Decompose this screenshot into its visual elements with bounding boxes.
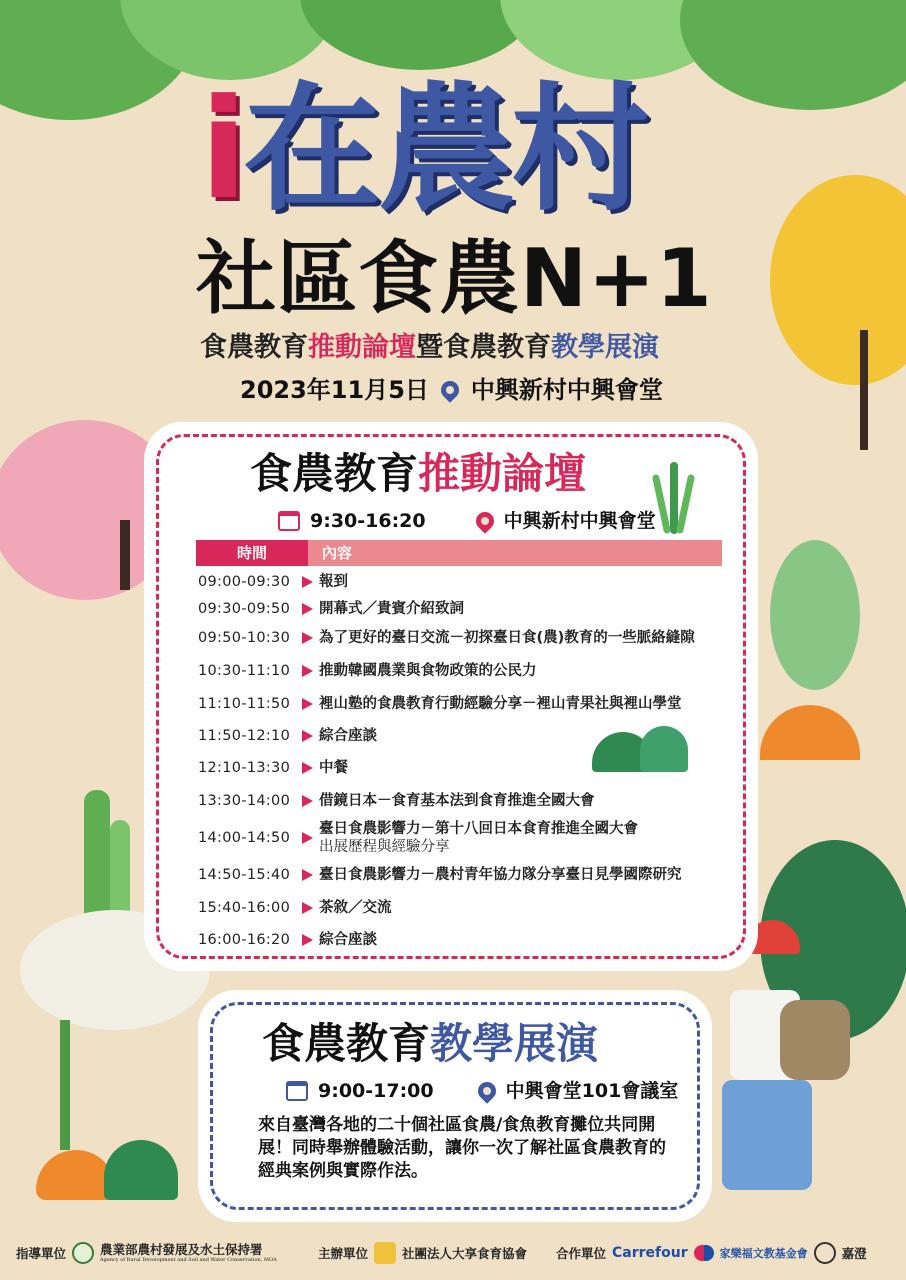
schedule-time: 15:40-16:00 [198,899,291,916]
jiacheng-logo: 嘉澄 [841,1246,867,1261]
schedule-text: 推動韓國農業與食物政策的公民力 [319,662,537,679]
schedule-text: 借鏡日本－食育基本法到食育推進全國大會 [319,793,595,809]
schedule-text: 綜合座談 [319,727,377,744]
schedule-header-content: 內容 [308,540,722,566]
schedule-row [198,859,728,891]
tagline-part2: 暨食農教育 [416,332,551,363]
host-unit [318,1242,527,1264]
schedule-time: 14:00-14:50 [198,830,291,846]
schedule-time: 16:00-16:20 [198,932,291,948]
poster-tagline [200,328,720,368]
title-rest: 在農村 [243,69,646,230]
schedule-time: 11:50-12:10 [198,727,291,744]
bullet-triangle-icon [302,576,313,588]
schedule-time: 09:30-09:50 [198,600,291,617]
bullet-triangle-icon [302,902,313,914]
schedule-row [198,785,728,817]
showcase-title-highlight: 教學展演 [430,1019,599,1068]
event-date: 2023年11月5日 [240,376,429,404]
schedule-time: 10:30-11:10 [198,662,291,679]
schedule-text [319,820,638,856]
calendar-icon [278,511,300,531]
bullet-triangle-icon [302,632,313,644]
bullet-triangle-icon [302,795,313,807]
showcase-description: 來自臺灣各地的二十個社區食農/食魚教育攤位共同開展！同時舉辦體驗活動，讓你一次了解社區食農教育的經典案例與實際作法。 [258,1115,666,1181]
schedule-row [198,595,728,622]
partner-label: 合作單位 [556,1246,607,1261]
schedule-row [198,817,728,859]
location-pin-icon [472,508,497,533]
schedule-row [198,654,728,687]
bullet-triangle-icon [302,698,313,710]
grass-icon [654,462,694,534]
host-org: 社團法人大享食育協會 [402,1246,528,1261]
bullet-triangle-icon [302,869,313,881]
foundation-logo: 家樂福文教基金會 [719,1247,808,1260]
guide-unit [16,1242,277,1264]
showcase-title [262,1016,598,1072]
bush-illustration [592,726,688,772]
forum-title [250,446,586,502]
schedule-time: 13:30-14:00 [198,793,291,809]
showcase-venue: 中興會堂101會議室 [505,1080,679,1102]
poster-subtitle: 社區食農N+1 [196,232,713,325]
schedule-header-time: 時間 [196,540,308,566]
calendar-icon [286,1081,308,1101]
schedule-row [198,891,728,924]
bullet-triangle-icon [302,832,313,844]
schedule-text: 開幕式／貴賓介紹致詞 [319,600,464,617]
schedule-time: 11:10-11:50 [198,695,291,712]
agency-logo-icon [72,1242,94,1264]
guide-label: 指導單位 [16,1246,67,1261]
jiacheng-logo-icon [814,1242,836,1264]
host-label: 主辦單位 [318,1246,369,1261]
location-pin-icon [474,1078,499,1103]
showcase-meta [286,1076,678,1106]
schedule-header [196,540,722,566]
forum-title-highlight: 推動論壇 [418,449,587,498]
carrefour-logo: Carrefour [612,1245,688,1261]
schedule-row [198,687,728,720]
schedule-text: 為了更好的臺日交流－初探臺日食(農)教育的一些脈絡縫隙 [319,630,695,646]
schedule-text: 裡山塾的食農教育行動經驗分享－裡山青果社與裡山學堂 [319,695,682,712]
schedule-time: 12:10-13:30 [198,760,291,776]
schedule-row [198,924,728,956]
location-pin-icon [437,377,462,402]
host-logo-icon [374,1242,396,1264]
schedule-time: 14:50-15:40 [198,867,291,883]
bullet-triangle-icon [302,762,313,774]
sponsor-footer [0,1236,906,1276]
schedule-time: 09:00-09:30 [198,573,291,590]
bullet-triangle-icon [302,934,313,946]
forum-title-part1: 食農教育 [250,449,419,498]
guide-org-en: Agency of Rural Development and Soil and Water Conservation, MOA [100,1256,277,1263]
event-venue: 中興新村中興會堂 [470,376,663,404]
poster-title [200,70,720,230]
schedule-text: 臺日食農影響力－農村青年協力隊分享臺日見學國際研究 [319,867,682,883]
schedule-row [198,622,728,654]
schedule-text: 報到 [319,573,348,590]
title-letter-i: i [200,69,244,230]
tagline-part1: 食農教育 [200,332,308,363]
forum-time: 9:30-16:20 [310,510,426,532]
showcase-title-part1: 食農教育 [262,1019,431,1068]
schedule-text: 中餐 [319,760,348,776]
tagline-highlight-showcase: 教學展演 [551,332,659,363]
schedule-row [198,568,728,595]
bullet-triangle-icon [302,603,313,615]
carrefour-mark-icon [694,1245,714,1261]
event-dateline [240,370,700,410]
showcase-time: 9:00-17:00 [318,1080,434,1102]
schedule-time: 09:50-10:30 [198,630,291,646]
forum-venue: 中興新村中興會堂 [503,510,656,532]
schedule-text: 茶敘／交流 [319,899,392,916]
guide-org: 農業部農村發展及水土保持署 [100,1241,263,1257]
schedule-text: 綜合座談 [319,932,377,948]
partner-unit [556,1242,867,1264]
tagline-highlight-forum: 推動論壇 [308,332,416,363]
bullet-triangle-icon [302,665,313,677]
forum-meta [278,506,656,536]
schedule-text-line2: 出展歷程與經驗分享 [319,839,450,855]
schedule-text-line1: 臺日食農影響力－第十八回日本食育推進全國大會 [319,821,638,837]
bullet-triangle-icon [302,730,313,742]
